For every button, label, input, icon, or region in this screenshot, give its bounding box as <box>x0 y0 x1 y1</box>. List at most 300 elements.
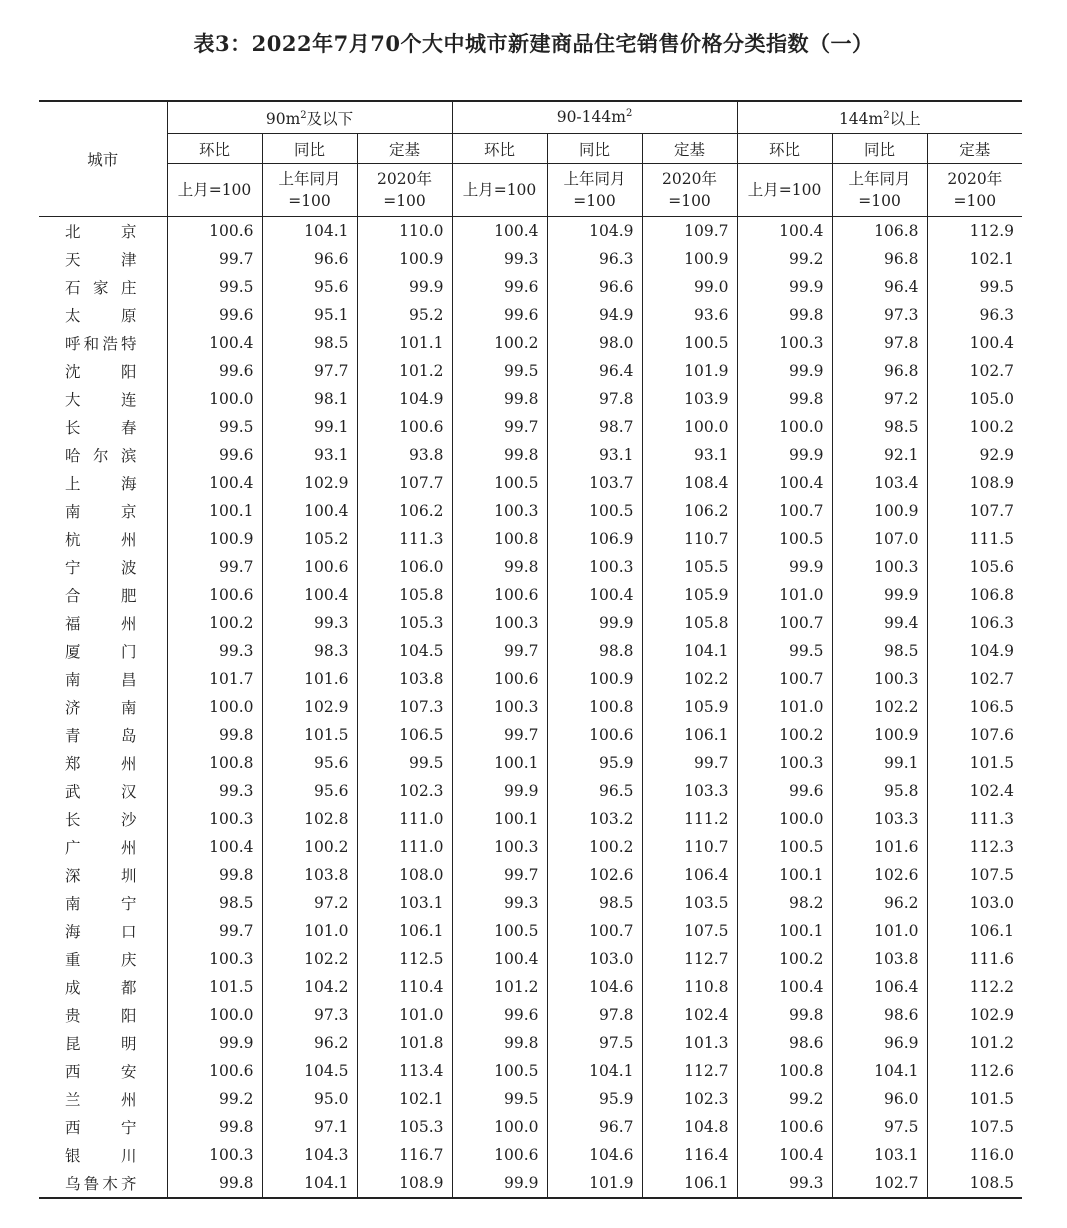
index-value: 99.6 <box>452 301 547 329</box>
index-value: 103.8 <box>262 861 357 889</box>
group-header-large: $144m^2$以上 <box>737 101 1022 134</box>
index-value: 97.8 <box>547 1001 642 1029</box>
table-title: 表3：2022年7月70个大中城市新建商品住宅销售价格分类指数（一） <box>193 31 874 56</box>
index-value: 104.3 <box>262 1141 357 1169</box>
metric-header: 定基 <box>642 134 737 164</box>
index-value: 106.1 <box>927 917 1022 945</box>
table-row <box>39 609 1022 637</box>
index-value: 93.1 <box>642 441 737 469</box>
index-value: 97.5 <box>547 1029 642 1057</box>
index-value: 100.2 <box>737 721 832 749</box>
index-value: 96.6 <box>262 245 357 273</box>
index-value: 110.7 <box>642 525 737 553</box>
index-value: 111.0 <box>357 833 452 861</box>
index-value: 96.9 <box>832 1029 927 1057</box>
index-value: 99.9 <box>737 553 832 581</box>
index-value: 100.6 <box>452 1141 547 1169</box>
base-header: 2020年=100 <box>927 164 1022 217</box>
index-value: 100.0 <box>167 385 262 413</box>
index-value: 97.3 <box>262 1001 357 1029</box>
index-value: 101.9 <box>642 357 737 385</box>
index-value: 96.8 <box>832 357 927 385</box>
index-value: 106.8 <box>927 581 1022 609</box>
index-value: 99.5 <box>737 637 832 665</box>
index-value: 100.5 <box>452 1057 547 1085</box>
table-row <box>39 441 1022 469</box>
index-value: 99.7 <box>167 553 262 581</box>
index-value: 106.5 <box>927 693 1022 721</box>
index-value: 100.1 <box>452 749 547 777</box>
index-value: 95.2 <box>357 301 452 329</box>
base-header: 上年同月=100 <box>832 164 927 217</box>
index-value: 100.6 <box>167 581 262 609</box>
index-value: 107.5 <box>642 917 737 945</box>
index-value: 99.8 <box>167 721 262 749</box>
index-value: 103.2 <box>547 805 642 833</box>
index-value: 94.9 <box>547 301 642 329</box>
index-value: 99.8 <box>167 1113 262 1141</box>
index-value: 116.4 <box>642 1141 737 1169</box>
index-value: 97.1 <box>262 1113 357 1141</box>
index-value: 106.5 <box>357 721 452 749</box>
index-value: 105.8 <box>642 609 737 637</box>
index-value: 103.1 <box>832 1141 927 1169</box>
index-value: 112.3 <box>927 833 1022 861</box>
index-value: 102.2 <box>262 945 357 973</box>
index-value: 106.4 <box>642 861 737 889</box>
city-name: 南宁 <box>65 895 137 913</box>
index-value: 99.7 <box>452 721 547 749</box>
index-value: 102.7 <box>927 665 1022 693</box>
index-value: 100.6 <box>357 413 452 441</box>
city-name: 武汉 <box>65 783 137 801</box>
city-name: 郑州 <box>65 755 137 773</box>
index-value: 95.6 <box>262 777 357 805</box>
index-value: 96.3 <box>547 245 642 273</box>
index-value: 99.9 <box>737 357 832 385</box>
index-value: 100.8 <box>452 525 547 553</box>
table-row <box>39 357 1022 385</box>
index-value: 106.1 <box>642 721 737 749</box>
index-value: 96.2 <box>832 889 927 917</box>
index-value: 93.8 <box>357 441 452 469</box>
base-header: 上年同月=100 <box>262 164 357 217</box>
table-row <box>39 665 1022 693</box>
index-value: 112.6 <box>927 1057 1022 1085</box>
index-value: 102.3 <box>642 1085 737 1113</box>
index-value: 103.3 <box>832 805 927 833</box>
index-value: 108.9 <box>927 469 1022 497</box>
index-value: 111.5 <box>927 525 1022 553</box>
index-value: 101.9 <box>547 1169 642 1198</box>
index-value: 100.4 <box>262 581 357 609</box>
index-value: 99.8 <box>452 1029 547 1057</box>
index-value: 96.5 <box>547 777 642 805</box>
index-value: 99.3 <box>167 777 262 805</box>
metric-header: 同比 <box>547 134 642 164</box>
index-value: 105.0 <box>927 385 1022 413</box>
index-value: 102.7 <box>927 357 1022 385</box>
index-value: 100.9 <box>832 721 927 749</box>
index-value: 107.5 <box>927 861 1022 889</box>
metric-header: 环比 <box>167 134 262 164</box>
index-value: 99.9 <box>167 1029 262 1057</box>
metric-header: 环比 <box>737 134 832 164</box>
index-value: 104.9 <box>547 217 642 246</box>
index-value: 100.7 <box>737 609 832 637</box>
index-value: 95.9 <box>547 1085 642 1113</box>
table-row <box>39 469 1022 497</box>
index-value: 99.6 <box>167 301 262 329</box>
index-value: 102.7 <box>832 1169 927 1198</box>
index-value: 100.9 <box>832 497 927 525</box>
index-value: 112.7 <box>642 945 737 973</box>
index-value: 99.8 <box>167 861 262 889</box>
index-value: 116.0 <box>927 1141 1022 1169</box>
index-value: 101.7 <box>167 665 262 693</box>
index-value: 111.3 <box>927 805 1022 833</box>
index-value: 108.4 <box>642 469 737 497</box>
index-value: 106.1 <box>357 917 452 945</box>
table-row <box>39 693 1022 721</box>
index-value: 100.0 <box>737 805 832 833</box>
index-value: 100.5 <box>737 525 832 553</box>
index-value: 99.7 <box>167 917 262 945</box>
index-value: 106.8 <box>832 217 927 246</box>
index-value: 100.1 <box>167 497 262 525</box>
table-row <box>39 861 1022 889</box>
index-value: 104.1 <box>262 1169 357 1198</box>
index-value: 100.1 <box>452 805 547 833</box>
index-value: 104.5 <box>262 1057 357 1085</box>
table-row <box>39 805 1022 833</box>
city-name: 哈尔滨 <box>65 447 137 465</box>
index-value: 99.6 <box>452 1001 547 1029</box>
table-row <box>39 1029 1022 1057</box>
index-value: 101.0 <box>737 693 832 721</box>
group-header-medium: $90-144m^2$ <box>452 101 737 134</box>
index-value: 99.0 <box>642 273 737 301</box>
index-value: 100.3 <box>832 665 927 693</box>
index-value: 106.2 <box>642 497 737 525</box>
index-value: 99.8 <box>452 385 547 413</box>
index-value: 98.0 <box>547 329 642 357</box>
index-value: 100.0 <box>167 1001 262 1029</box>
index-value: 97.3 <box>832 301 927 329</box>
index-value: 100.2 <box>547 833 642 861</box>
index-value: 102.3 <box>357 777 452 805</box>
city-name: 呼和浩特 <box>65 335 137 353</box>
index-value: 106.1 <box>642 1169 737 1198</box>
index-value: 104.1 <box>642 637 737 665</box>
index-value: 104.5 <box>357 637 452 665</box>
table-row <box>39 1057 1022 1085</box>
index-value: 101.3 <box>642 1029 737 1057</box>
index-value: 99.7 <box>642 749 737 777</box>
city-name: 昆明 <box>65 1035 137 1053</box>
table-row <box>39 1169 1022 1198</box>
index-value: 104.1 <box>547 1057 642 1085</box>
index-value: 92.9 <box>927 441 1022 469</box>
index-value: 100.3 <box>452 693 547 721</box>
index-value: 100.3 <box>452 497 547 525</box>
index-value: 100.3 <box>832 553 927 581</box>
price-index-table <box>39 100 1022 1199</box>
index-value: 101.2 <box>357 357 452 385</box>
index-value: 95.8 <box>832 777 927 805</box>
index-value: 100.9 <box>547 665 642 693</box>
city-name: 合肥 <box>65 587 137 605</box>
index-value: 110.7 <box>642 833 737 861</box>
index-value: 100.4 <box>452 217 547 246</box>
index-value: 100.0 <box>167 693 262 721</box>
index-value: 104.1 <box>832 1057 927 1085</box>
city-name: 大连 <box>65 391 137 409</box>
table-row <box>39 1141 1022 1169</box>
city-name: 福州 <box>65 615 137 633</box>
index-value: 99.5 <box>452 357 547 385</box>
table-row <box>39 1113 1022 1141</box>
city-name: 长春 <box>65 419 137 437</box>
index-value: 100.4 <box>737 1141 832 1169</box>
index-value: 100.6 <box>167 1057 262 1085</box>
index-value: 102.2 <box>642 665 737 693</box>
index-value: 101.5 <box>927 749 1022 777</box>
city-name: 西安 <box>65 1063 137 1081</box>
base-header: 2020年=100 <box>642 164 737 217</box>
index-value: 99.7 <box>167 245 262 273</box>
index-value: 103.9 <box>642 385 737 413</box>
header-row-metrics <box>39 134 1022 164</box>
city-name: 深圳 <box>65 867 137 885</box>
index-value: 100.3 <box>167 945 262 973</box>
base-header: 2020年=100 <box>357 164 452 217</box>
index-value: 100.6 <box>547 721 642 749</box>
index-value: 105.9 <box>642 581 737 609</box>
index-value: 95.9 <box>547 749 642 777</box>
index-value: 104.9 <box>357 385 452 413</box>
index-value: 99.9 <box>357 273 452 301</box>
index-value: 100.7 <box>737 497 832 525</box>
table-row <box>39 945 1022 973</box>
index-value: 99.6 <box>452 273 547 301</box>
index-value: 93.1 <box>547 441 642 469</box>
index-value: 102.9 <box>262 469 357 497</box>
index-value: 99.1 <box>262 413 357 441</box>
table-row <box>39 777 1022 805</box>
index-value: 98.5 <box>832 413 927 441</box>
index-value: 107.7 <box>357 469 452 497</box>
index-value: 109.7 <box>642 217 737 246</box>
table-row <box>39 1001 1022 1029</box>
index-value: 97.8 <box>547 385 642 413</box>
index-value: 102.4 <box>927 777 1022 805</box>
header-row-groups <box>39 101 1022 134</box>
index-value: 103.4 <box>832 469 927 497</box>
index-value: 99.6 <box>167 441 262 469</box>
index-value: 100.5 <box>547 497 642 525</box>
index-value: 111.2 <box>642 805 737 833</box>
index-value: 100.4 <box>927 329 1022 357</box>
index-value: 92.1 <box>832 441 927 469</box>
index-value: 100.3 <box>452 609 547 637</box>
city-name: 海口 <box>65 923 137 941</box>
index-value: 101.5 <box>167 973 262 1001</box>
index-value: 100.8 <box>737 1057 832 1085</box>
table-row <box>39 273 1022 301</box>
city-name: 银川 <box>65 1147 137 1165</box>
city-name: 宁波 <box>65 559 137 577</box>
index-value: 98.5 <box>547 889 642 917</box>
index-value: 105.3 <box>357 1113 452 1141</box>
index-value: 106.4 <box>832 973 927 1001</box>
index-value: 102.8 <box>262 805 357 833</box>
index-value: 99.5 <box>927 273 1022 301</box>
index-value: 100.7 <box>737 665 832 693</box>
index-value: 101.0 <box>832 917 927 945</box>
index-value: 100.3 <box>737 749 832 777</box>
index-value: 99.6 <box>167 357 262 385</box>
index-value: 100.2 <box>167 609 262 637</box>
index-value: 107.5 <box>927 1113 1022 1141</box>
index-value: 116.7 <box>357 1141 452 1169</box>
index-value: 100.4 <box>167 329 262 357</box>
index-value: 98.5 <box>167 889 262 917</box>
index-value: 100.4 <box>737 973 832 1001</box>
index-value: 103.0 <box>547 945 642 973</box>
index-value: 96.3 <box>927 301 1022 329</box>
index-value: 102.4 <box>642 1001 737 1029</box>
index-value: 98.6 <box>832 1001 927 1029</box>
index-value: 100.6 <box>452 665 547 693</box>
metric-header: 同比 <box>262 134 357 164</box>
index-value: 100.5 <box>452 917 547 945</box>
index-value: 99.8 <box>452 553 547 581</box>
index-value: 96.4 <box>547 357 642 385</box>
index-value: 100.3 <box>167 1141 262 1169</box>
index-value: 100.6 <box>167 217 262 246</box>
index-value: 105.6 <box>927 553 1022 581</box>
index-value: 96.2 <box>262 1029 357 1057</box>
table-row <box>39 973 1022 1001</box>
index-value: 112.2 <box>927 973 1022 1001</box>
index-value: 101.0 <box>737 581 832 609</box>
index-value: 97.7 <box>262 357 357 385</box>
index-value: 100.2 <box>737 945 832 973</box>
city-name: 上海 <box>65 475 137 493</box>
index-value: 99.7 <box>452 413 547 441</box>
index-value: 100.9 <box>167 525 262 553</box>
table-row <box>39 413 1022 441</box>
index-value: 99.1 <box>832 749 927 777</box>
index-value: 100.0 <box>642 413 737 441</box>
index-value: 106.0 <box>357 553 452 581</box>
city-name: 乌鲁木齐 <box>39 1169 167 1198</box>
index-value: 98.6 <box>737 1029 832 1057</box>
index-value: 107.0 <box>832 525 927 553</box>
metric-header: 定基 <box>927 134 1022 164</box>
city-name: 石家庄 <box>65 279 137 297</box>
index-value: 100.1 <box>737 917 832 945</box>
index-value: 101.2 <box>927 1029 1022 1057</box>
index-value: 99.8 <box>737 301 832 329</box>
city-name: 西宁 <box>65 1119 137 1137</box>
index-value: 107.6 <box>927 721 1022 749</box>
index-value: 101.6 <box>832 833 927 861</box>
index-value: 100.3 <box>737 329 832 357</box>
index-value: 108.5 <box>927 1169 1022 1198</box>
index-value: 99.5 <box>167 273 262 301</box>
index-value: 98.8 <box>547 637 642 665</box>
index-value: 100.1 <box>737 861 832 889</box>
city-column-header: 城市 <box>39 101 167 217</box>
index-value: 100.6 <box>452 581 547 609</box>
index-value: 93.1 <box>262 441 357 469</box>
index-value: 100.9 <box>642 245 737 273</box>
index-value: 99.2 <box>737 1085 832 1113</box>
index-value: 99.4 <box>832 609 927 637</box>
city-name: 济南 <box>65 699 137 717</box>
index-value: 101.0 <box>262 917 357 945</box>
index-value: 102.1 <box>927 245 1022 273</box>
metric-header: 同比 <box>832 134 927 164</box>
city-name: 重庆 <box>65 951 137 969</box>
index-value: 101.1 <box>357 329 452 357</box>
table-row <box>39 553 1022 581</box>
index-value: 96.4 <box>832 273 927 301</box>
index-value: 100.3 <box>167 805 262 833</box>
base-header: 上月=100 <box>737 164 832 217</box>
index-value: 100.8 <box>167 749 262 777</box>
index-value: 101.0 <box>357 1001 452 1029</box>
table-row <box>39 497 1022 525</box>
index-value: 99.3 <box>262 609 357 637</box>
city-name: 青岛 <box>65 727 137 745</box>
table-row <box>39 721 1022 749</box>
index-value: 99.7 <box>452 861 547 889</box>
table-row <box>39 833 1022 861</box>
index-value: 105.5 <box>642 553 737 581</box>
city-name: 广州 <box>65 839 137 857</box>
index-value: 99.8 <box>737 1001 832 1029</box>
index-value: 100.5 <box>642 329 737 357</box>
table-row <box>39 581 1022 609</box>
index-value: 105.8 <box>357 581 452 609</box>
table-row <box>39 385 1022 413</box>
index-value: 103.8 <box>832 945 927 973</box>
index-value: 100.7 <box>547 917 642 945</box>
index-value: 98.1 <box>262 385 357 413</box>
index-value: 100.5 <box>737 833 832 861</box>
index-value: 99.3 <box>167 637 262 665</box>
index-value: 95.0 <box>262 1085 357 1113</box>
table-row <box>39 1085 1022 1113</box>
index-value: 99.5 <box>357 749 452 777</box>
table-row <box>39 217 1022 246</box>
table-row <box>39 329 1022 357</box>
header-row-bases <box>39 164 1022 217</box>
index-value: 106.9 <box>547 525 642 553</box>
index-value: 97.8 <box>832 329 927 357</box>
index-value: 99.9 <box>737 441 832 469</box>
index-value: 101.8 <box>357 1029 452 1057</box>
index-value: 105.3 <box>357 609 452 637</box>
index-value: 99.8 <box>452 441 547 469</box>
index-value: 108.9 <box>357 1169 452 1198</box>
index-value: 98.2 <box>737 889 832 917</box>
table-row <box>39 749 1022 777</box>
city-name: 厦门 <box>65 643 137 661</box>
